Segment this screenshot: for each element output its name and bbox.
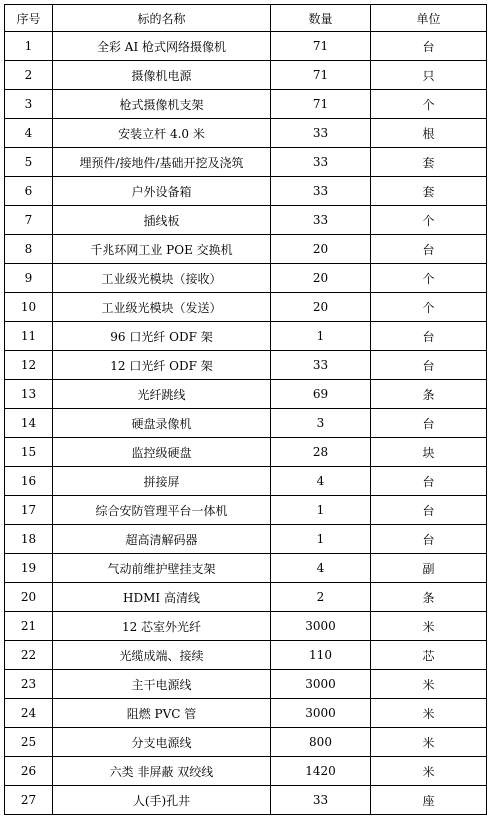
cell-quantity: 28: [271, 438, 371, 467]
table-row: [5, 322, 487, 351]
table-row: [5, 757, 487, 786]
cell-unit: 米: [371, 670, 487, 699]
cell-serial-number: 10: [5, 293, 53, 322]
cell-item-name: 摄像机电源: [53, 61, 271, 90]
cell-unit: 根: [371, 119, 487, 148]
table-row: [5, 438, 487, 467]
cell-serial-number: 15: [5, 438, 53, 467]
cell-item-name: 分支电源线: [53, 728, 271, 757]
cell-serial-number: 21: [5, 612, 53, 641]
table-row: [5, 148, 487, 177]
cell-quantity: 20: [271, 264, 371, 293]
cell-quantity: 3000: [271, 699, 371, 728]
table-row: [5, 641, 487, 670]
cell-unit: 台: [371, 496, 487, 525]
cell-quantity: 2: [271, 583, 371, 612]
cell-unit: 台: [371, 467, 487, 496]
cell-unit: 台: [371, 235, 487, 264]
cell-quantity: 71: [271, 32, 371, 61]
cell-serial-number: 14: [5, 409, 53, 438]
table-row: [5, 612, 487, 641]
cell-item-name: 插线板: [53, 206, 271, 235]
cell-serial-number: 2: [5, 61, 53, 90]
cell-item-name: 枪式摄像机支架: [53, 90, 271, 119]
cell-serial-number: 5: [5, 148, 53, 177]
table-row: [5, 264, 487, 293]
table-row: [5, 206, 487, 235]
cell-serial-number: 1: [5, 32, 53, 61]
cell-item-name: 工业级光模块（接收）: [53, 264, 271, 293]
cell-unit: 芯: [371, 641, 487, 670]
cell-item-name: 主干电源线: [53, 670, 271, 699]
cell-unit: 米: [371, 699, 487, 728]
cell-serial-number: 11: [5, 322, 53, 351]
cell-unit: 台: [371, 525, 487, 554]
cell-item-name: 光缆成端、接续: [53, 641, 271, 670]
table-row: [5, 786, 487, 815]
table-row: [5, 670, 487, 699]
table-row: [5, 583, 487, 612]
cell-item-name: 光纤跳线: [53, 380, 271, 409]
cell-unit: 台: [371, 32, 487, 61]
cell-item-name: 96 口光纤 ODF 架: [53, 322, 271, 351]
table-row: [5, 554, 487, 583]
cell-unit: 套: [371, 177, 487, 206]
cell-serial-number: 24: [5, 699, 53, 728]
cell-item-name: 监控级硬盘: [53, 438, 271, 467]
cell-serial-number: 13: [5, 380, 53, 409]
cell-quantity: 110: [271, 641, 371, 670]
cell-serial-number: 18: [5, 525, 53, 554]
table-row: [5, 177, 487, 206]
table-row: [5, 699, 487, 728]
table-row: [5, 90, 487, 119]
cell-item-name: 工业级光模块（发送）: [53, 293, 271, 322]
cell-serial-number: 3: [5, 90, 53, 119]
cell-item-name: 12 芯室外光纤: [53, 612, 271, 641]
cell-serial-number: 25: [5, 728, 53, 757]
cell-quantity: 33: [271, 786, 371, 815]
cell-item-name: 12 口光纤 ODF 架: [53, 351, 271, 380]
table-body: [5, 32, 487, 815]
cell-quantity: 4: [271, 467, 371, 496]
cell-item-name: 千兆环网工业 POE 交换机: [53, 235, 271, 264]
cell-item-name: HDMI 高清线: [53, 583, 271, 612]
table-row: [5, 293, 487, 322]
cell-serial-number: 22: [5, 641, 53, 670]
cell-serial-number: 23: [5, 670, 53, 699]
cell-item-name: 阻燃 PVC 管: [53, 699, 271, 728]
cell-quantity: 3000: [271, 612, 371, 641]
cell-quantity: 1: [271, 496, 371, 525]
cell-quantity: 3000: [271, 670, 371, 699]
cell-unit: 个: [371, 90, 487, 119]
header-quantity: 数量: [271, 5, 371, 32]
table-row: [5, 119, 487, 148]
cell-unit: 副: [371, 554, 487, 583]
cell-quantity: 33: [271, 177, 371, 206]
table-header-row: [5, 5, 487, 32]
cell-quantity: 20: [271, 235, 371, 264]
cell-serial-number: 9: [5, 264, 53, 293]
cell-unit: 座: [371, 786, 487, 815]
cell-quantity: 20: [271, 293, 371, 322]
header-unit: 单位: [371, 5, 487, 32]
cell-quantity: 33: [271, 351, 371, 380]
cell-unit: 米: [371, 612, 487, 641]
cell-serial-number: 16: [5, 467, 53, 496]
cell-item-name: 超高清解码器: [53, 525, 271, 554]
header-serial-number: 序号: [5, 5, 53, 32]
cell-quantity: 1: [271, 322, 371, 351]
cell-unit: 块: [371, 438, 487, 467]
cell-item-name: 全彩 AI 枪式网络摄像机: [53, 32, 271, 61]
cell-quantity: 4: [271, 554, 371, 583]
cell-serial-number: 17: [5, 496, 53, 525]
cell-serial-number: 26: [5, 757, 53, 786]
bid-items-table: [4, 4, 487, 815]
cell-quantity: 69: [271, 380, 371, 409]
cell-serial-number: 6: [5, 177, 53, 206]
table-row: [5, 380, 487, 409]
cell-unit: 台: [371, 351, 487, 380]
table-row: [5, 409, 487, 438]
cell-item-name: 人(手)孔井: [53, 786, 271, 815]
cell-item-name: 拼接屏: [53, 467, 271, 496]
cell-item-name: 气动前维护壁挂支架: [53, 554, 271, 583]
header-item-name: 标的名称: [53, 5, 271, 32]
cell-serial-number: 27: [5, 786, 53, 815]
cell-serial-number: 12: [5, 351, 53, 380]
table-row: [5, 525, 487, 554]
cell-item-name: 硬盘录像机: [53, 409, 271, 438]
cell-serial-number: 7: [5, 206, 53, 235]
cell-unit: 个: [371, 264, 487, 293]
table-row: [5, 351, 487, 380]
table-row: [5, 467, 487, 496]
cell-quantity: 33: [271, 148, 371, 177]
cell-quantity: 3: [271, 409, 371, 438]
cell-item-name: 六类 非屏蔽 双绞线: [53, 757, 271, 786]
cell-unit: 只: [371, 61, 487, 90]
cell-unit: 米: [371, 728, 487, 757]
cell-item-name: 户外设备箱: [53, 177, 271, 206]
cell-quantity: 33: [271, 206, 371, 235]
cell-quantity: 71: [271, 90, 371, 119]
cell-serial-number: 20: [5, 583, 53, 612]
cell-unit: 条: [371, 380, 487, 409]
cell-unit: 个: [371, 206, 487, 235]
table-row: [5, 61, 487, 90]
cell-quantity: 1: [271, 525, 371, 554]
table-row: [5, 496, 487, 525]
cell-item-name: 埋预件/接地件/基础开挖及浇筑: [53, 148, 271, 177]
table-row: [5, 728, 487, 757]
table-row: [5, 32, 487, 61]
cell-serial-number: 19: [5, 554, 53, 583]
cell-unit: 米: [371, 757, 487, 786]
cell-unit: 台: [371, 322, 487, 351]
cell-quantity: 800: [271, 728, 371, 757]
cell-serial-number: 4: [5, 119, 53, 148]
table-row: [5, 235, 487, 264]
cell-unit: 台: [371, 409, 487, 438]
cell-unit: 套: [371, 148, 487, 177]
cell-item-name: 安装立杆 4.0 米: [53, 119, 271, 148]
cell-serial-number: 8: [5, 235, 53, 264]
cell-quantity: 33: [271, 119, 371, 148]
cell-unit: 个: [371, 293, 487, 322]
cell-quantity: 71: [271, 61, 371, 90]
cell-unit: 条: [371, 583, 487, 612]
cell-quantity: 1420: [271, 757, 371, 786]
cell-item-name: 综合安防管理平台一体机: [53, 496, 271, 525]
